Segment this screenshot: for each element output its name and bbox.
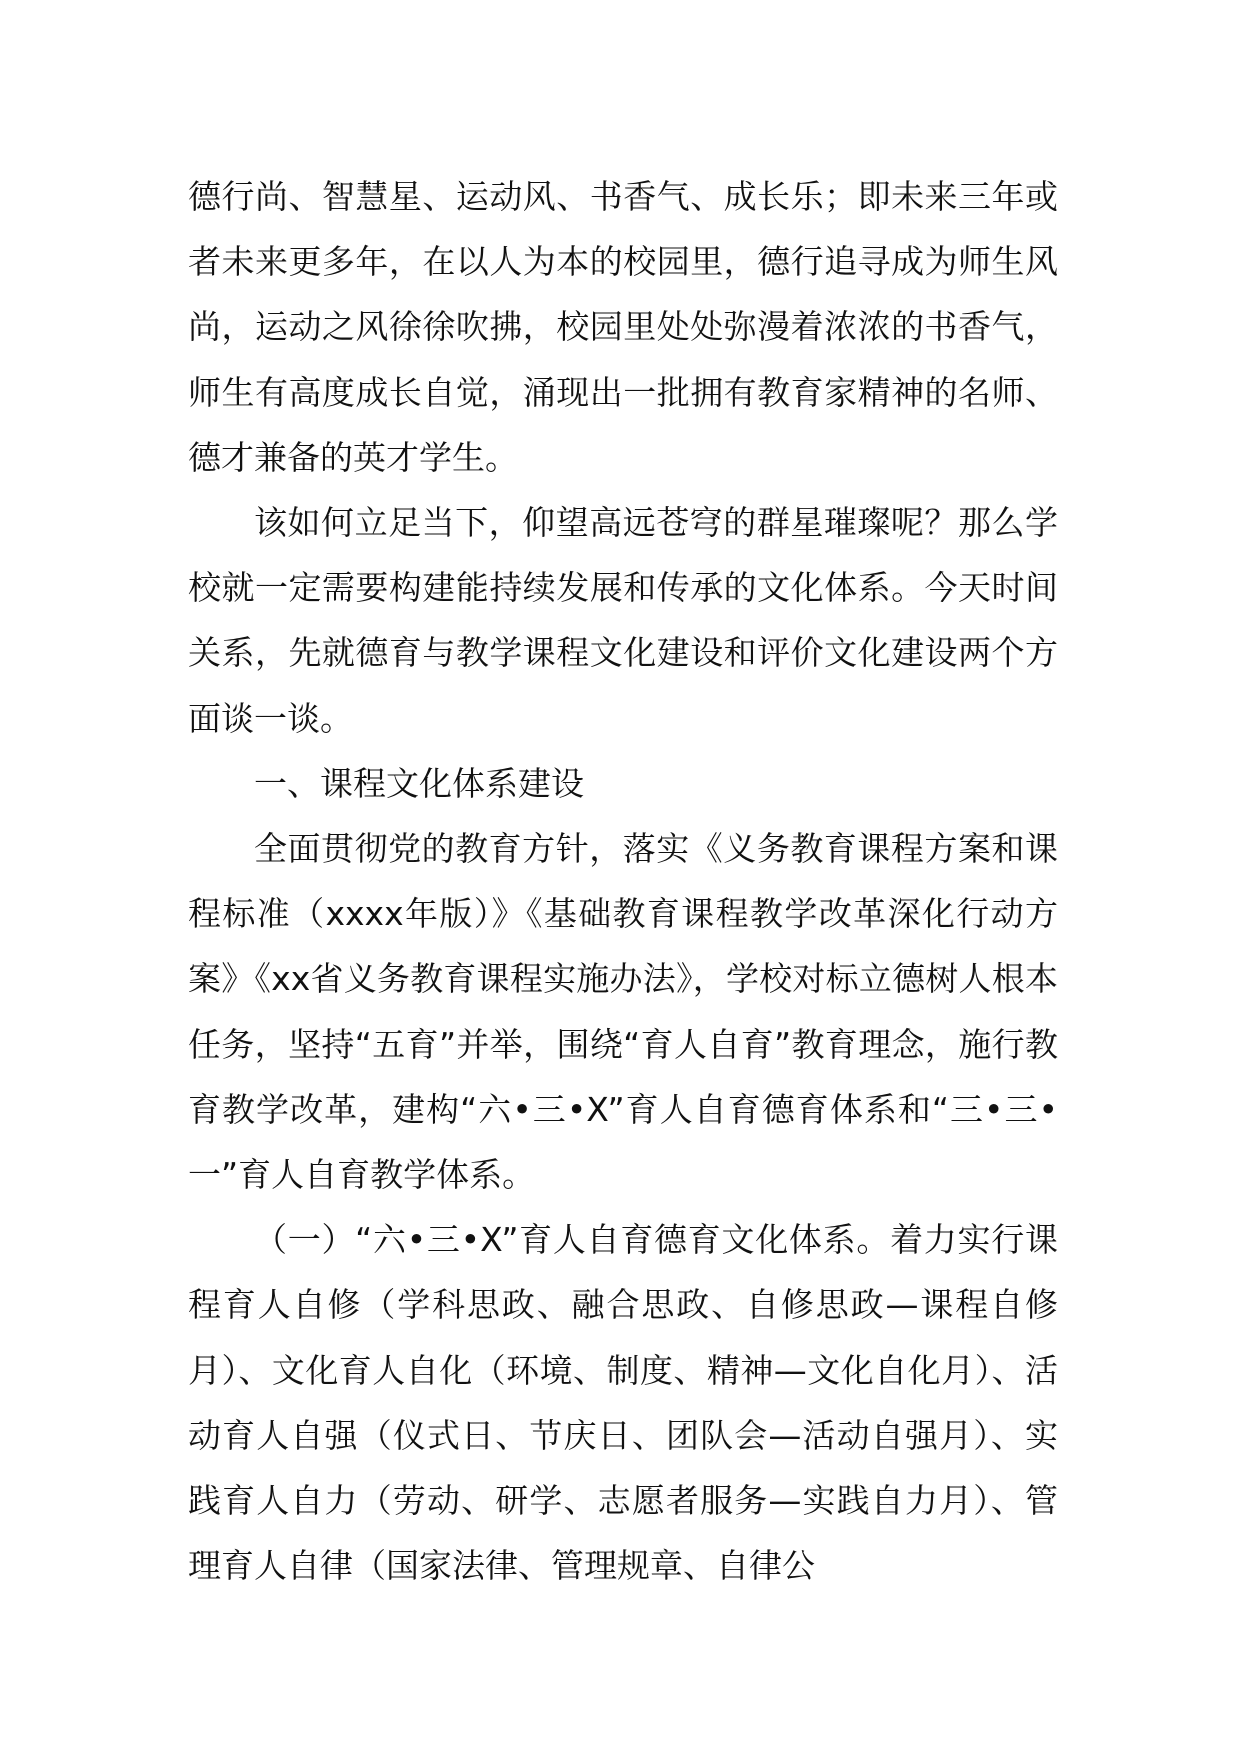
paragraph-3: 全面贯彻党的教育方针，落实《义务教育课程方案和课程标准（xxxx年版）》《基础教育课程教学改革深化行动方案》《xx省义务教育课程实施办法》，学校对标立德树人根本任务，坚持“五育”并举，围绕“育人自育”教育理念，施行教育教学改革，建构“六•三•X”育人自育德育体系和“三•三•一”育人自育教学体系。 bbox=[188, 829, 1058, 1195]
document-page bbox=[188, 164, 1058, 1598]
paragraph-4: （一）“六•三•X”育人自育德育文化体系。着力实行课程育人自修（学科思政、融合思政、自修思政—课程自修月）、文化育人自化（环境、制度、精神—文化自化月）、活动育人自强（仪式日、节庆日、团队会—活动自强月）、实践育人自力（劳动、研学、志愿者服务—实践自力月）、管理育人自律（国家法律、管理规章、自律公 bbox=[188, 1220, 1058, 1586]
paragraph-2: 该如何立足当下，仰望高远苍穹的群星璀璨呢？那么学校就一定需要构建能持续发展和传承的文化体系。今天时间关系，先就德育与教学课程文化建设和评价文化建设两个方面谈一谈。 bbox=[188, 503, 1058, 738]
section-heading: 一、课程文化体系建设 bbox=[254, 763, 584, 803]
paragraph-1: 德行尚、智慧星、运动风、书香气、成长乐；即未来三年或者未来更多年，在以人为本的校园里，德行追寻成为师生风尚，运动之风徐徐吹拂，校园里处处弥漫着浓浓的书香气，师生有高度成长自觉，涌现出一批拥有教育家精神的名师、德才兼备的英才学生。 bbox=[188, 177, 1058, 477]
